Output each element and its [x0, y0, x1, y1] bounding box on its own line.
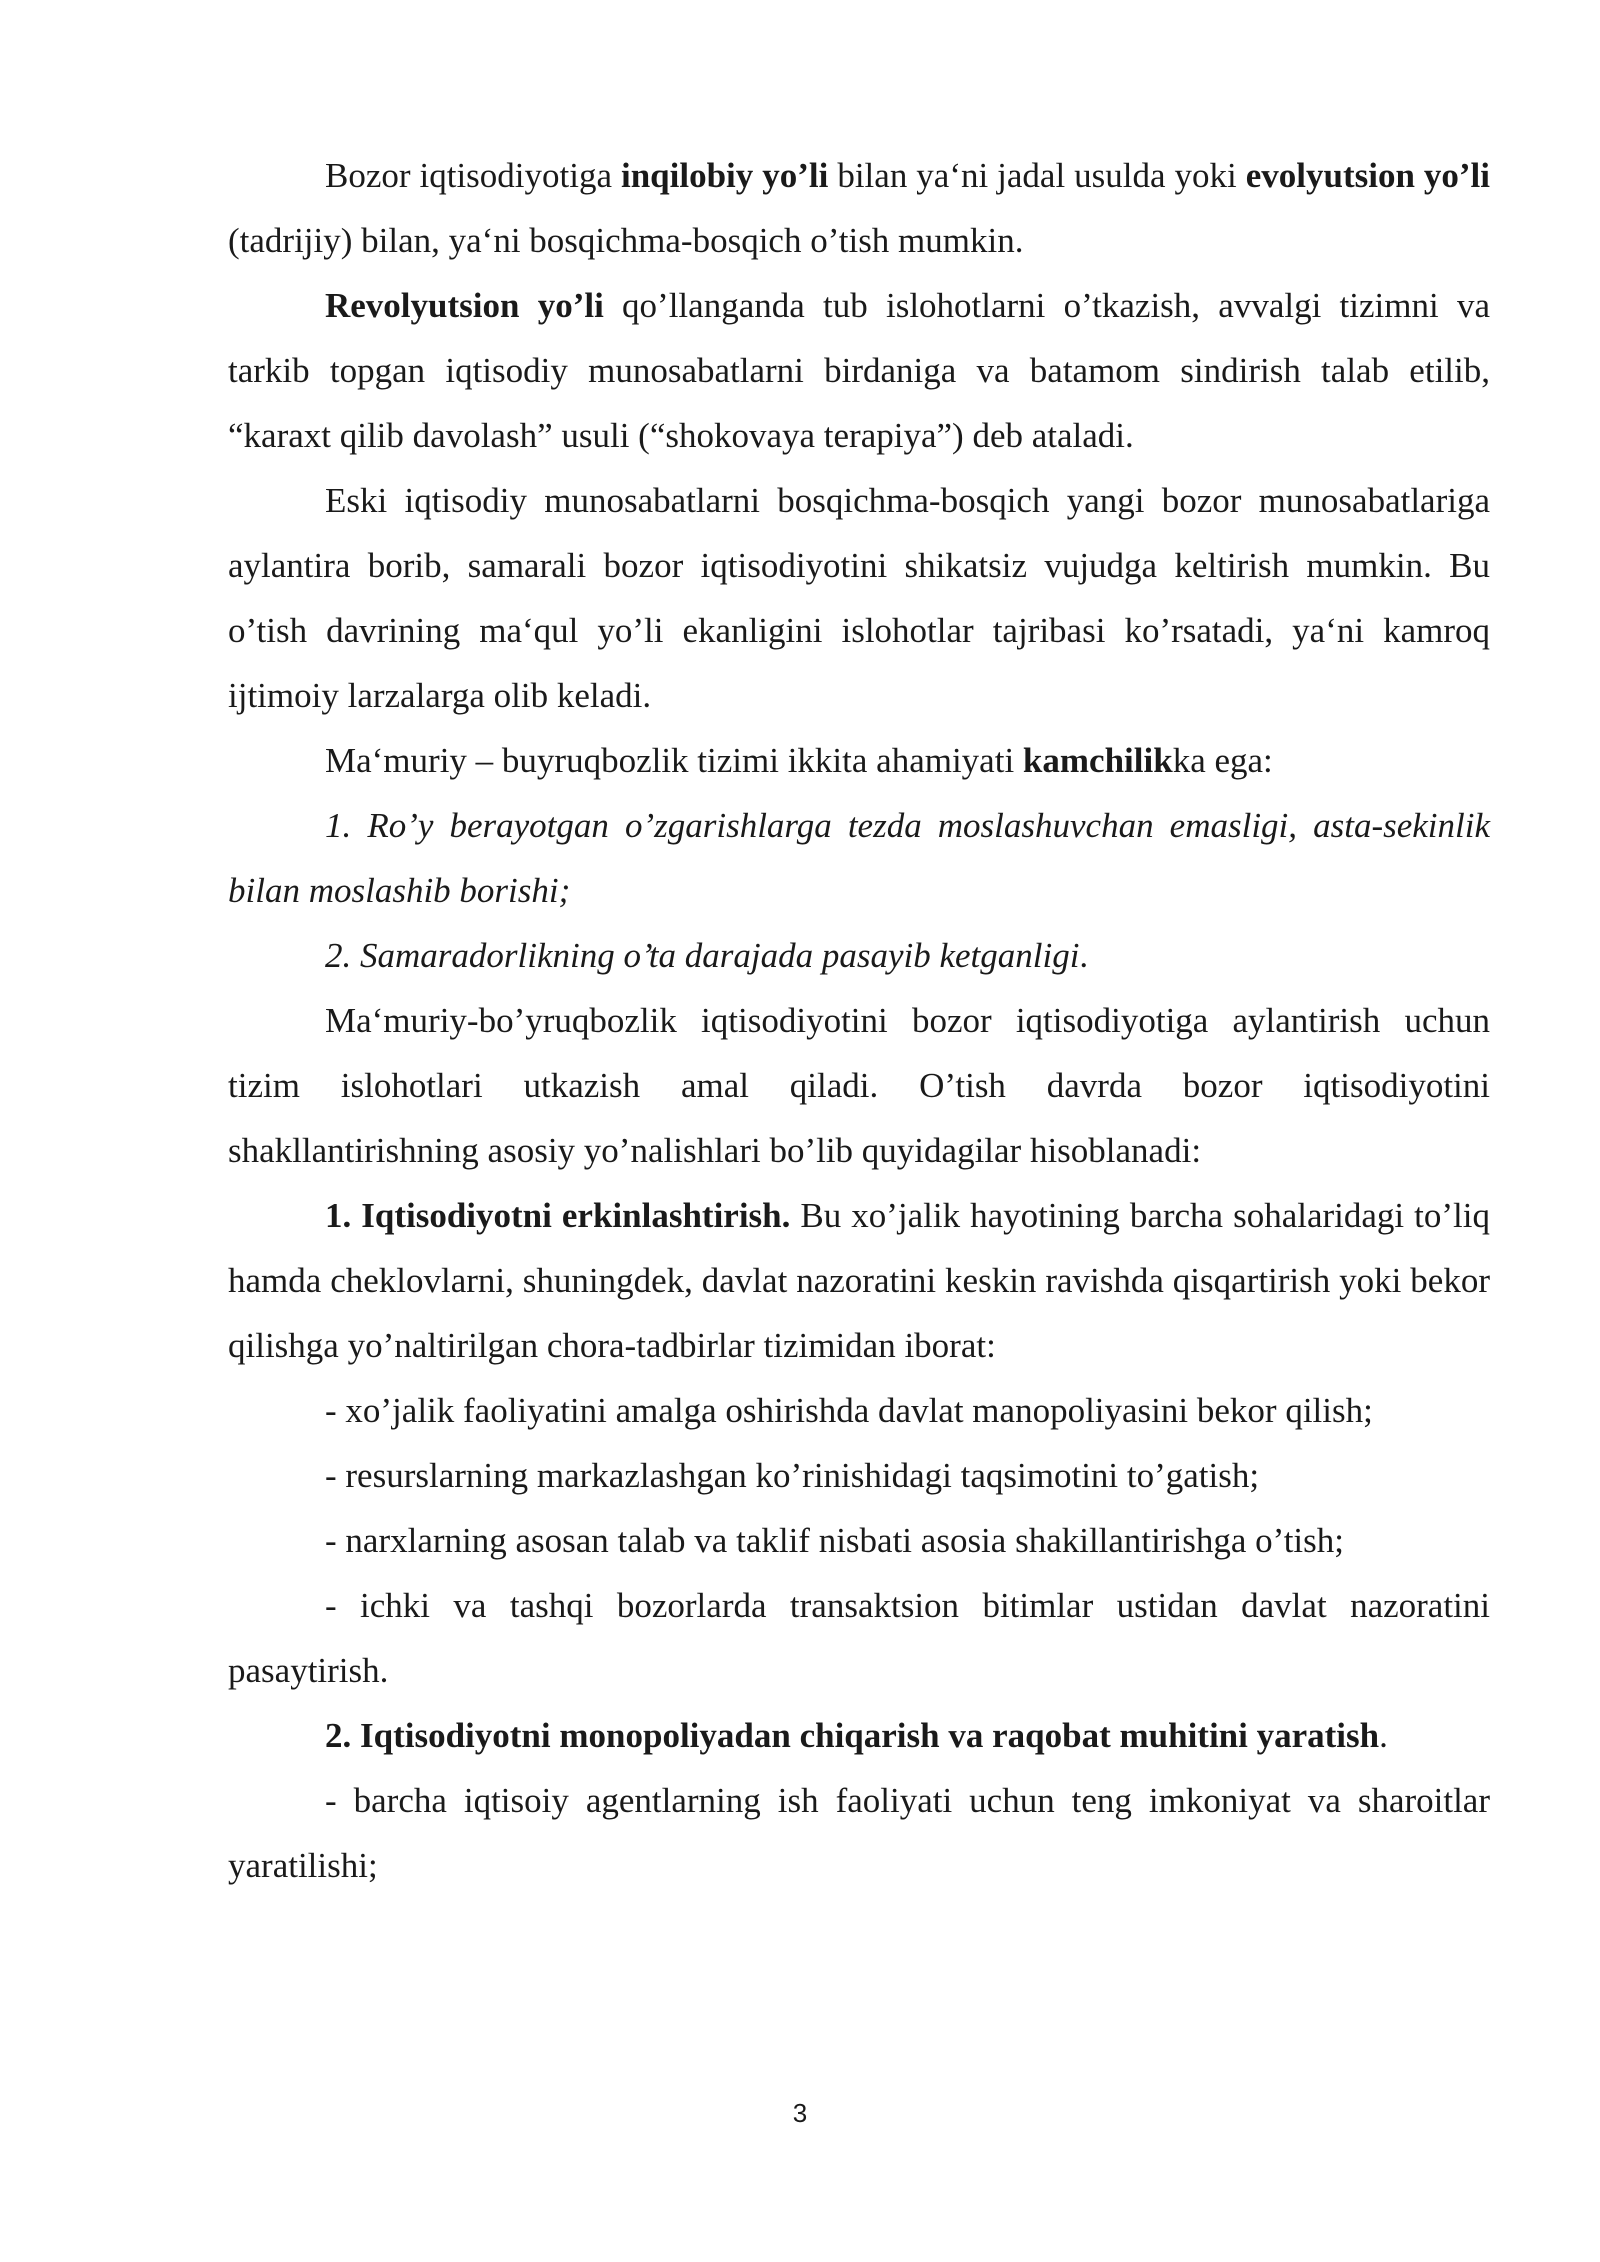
- bold-text: 1. Iqtisodiyotni erkinlashtirish.: [325, 1196, 791, 1235]
- text-run: qo’llanganda tub islohotlarni o’tkazish, avvalgi tizimni va tarkib topgan iqtisodiy munosabatlarni birdaniga va batamom sindirish talab etilib, “karaxt qilib davolash” usuli (“shokovaya terapiya”) deb ataladi.: [228, 286, 1490, 455]
- text-run: Ma‘muriy-bo’yruqbozlik iqtisodiyotini bozor iqtisodiyotiga aylantirish uchun tizim islohotlari utkazish amal qiladi. O’tish davrda bozor iqtisodiyotini shakllantirishning asosiy yo’nalishlari bo’lib quyidagilar hisoblanadi:: [228, 1001, 1490, 1170]
- italic-text: 1. Ro’y berayotgan o’zgarishlarga tezda moslashuvchan emasligi, asta-sekinlik bilan moslashib borishi;: [228, 806, 1490, 910]
- paragraph: [228, 1508, 1490, 1573]
- text-run: bilan ya‘ni jadal usulda yoki: [828, 156, 1246, 195]
- paragraph: [228, 1703, 1490, 1768]
- bold-text: evolyutsion yo’li: [1245, 156, 1490, 195]
- text-run: (tadrijiy) bilan, ya‘ni bosqichma-bosqich o’tish mumkin.: [228, 221, 1024, 260]
- bold-text: 2. Iqtisodiyotni monopoliyadan chiqarish va raqobat muhitini yaratish: [325, 1716, 1380, 1755]
- paragraph: [228, 1573, 1490, 1703]
- text-run: Bu xo’jalik hayotining barcha sohalaridagi to’liq hamda cheklovlarni, shuningdek, davlat nazoratini keskin ravishda qisqartirish yoki bekor qilishga yo’naltirilgan chora-tadbirlar tizimidan iborat:: [228, 1196, 1490, 1365]
- text-run: - ichki va tashqi bozorlarda transaktsion bitimlar ustidan davlat nazoratini pasaytirish.: [228, 1586, 1490, 1690]
- text-run: - barcha iqtisoiy agentlarning ish faoliyati uchun teng imkoniyat va sharoitlar yaratilishi;: [228, 1781, 1490, 1885]
- text-run: .: [1379, 1716, 1388, 1755]
- paragraph: [228, 923, 1490, 988]
- text-run: Eski iqtisodiy munosabatlarni bosqichma-bosqich yangi bozor munosabatlariga aylantira borib, samarali bozor iqtisodiyotini shikatsiz vujudga keltirish mumkin. Bu o’tish davrining ma‘qul yo’li ekanligini islohotlar tajribasi ko’rsatadi, ya‘ni kamroq ijtimoiy larzalarga olib keladi.: [228, 481, 1490, 715]
- paragraph: [228, 143, 1490, 273]
- italic-text: 2. Samaradorlikning o’ta darajada pasayib ketganligi: [325, 936, 1080, 975]
- document-body: [228, 143, 1490, 1898]
- text-run: - xo’jalik faoliyatini amalga oshirishda davlat manopoliyasini bekor qilish;: [325, 1391, 1373, 1430]
- text-run: - narxlarning asosan talab va taklif nisbati asosia shakillantirishga o’tish;: [325, 1521, 1344, 1560]
- page-number: 3: [792, 2098, 808, 2128]
- paragraph: [228, 793, 1490, 923]
- bold-text: inqilobiy yo’li: [620, 156, 829, 195]
- bold-text: Revolyutsion yo’li: [325, 286, 604, 325]
- paragraph: [228, 1443, 1490, 1508]
- paragraph: [228, 273, 1490, 468]
- paragraph: [228, 468, 1490, 728]
- text-run: ka ega:: [1172, 741, 1273, 780]
- paragraph: [228, 988, 1490, 1183]
- bold-text: kamchilik: [1022, 741, 1173, 780]
- text-run: Ma‘muriy – buyruqbozlik tizimi ikkita ahamiyati: [325, 741, 1023, 780]
- paragraph: [228, 1378, 1490, 1443]
- text-run: Bozor iqtisodiyotiga: [325, 156, 621, 195]
- paragraph: [228, 728, 1490, 793]
- paragraph: [228, 1183, 1490, 1378]
- text-run: .: [1079, 936, 1089, 975]
- paragraph: [228, 1768, 1490, 1898]
- text-run: - resurslarning markazlashgan ko’rinishidagi taqsimotini to’gatish;: [325, 1456, 1260, 1495]
